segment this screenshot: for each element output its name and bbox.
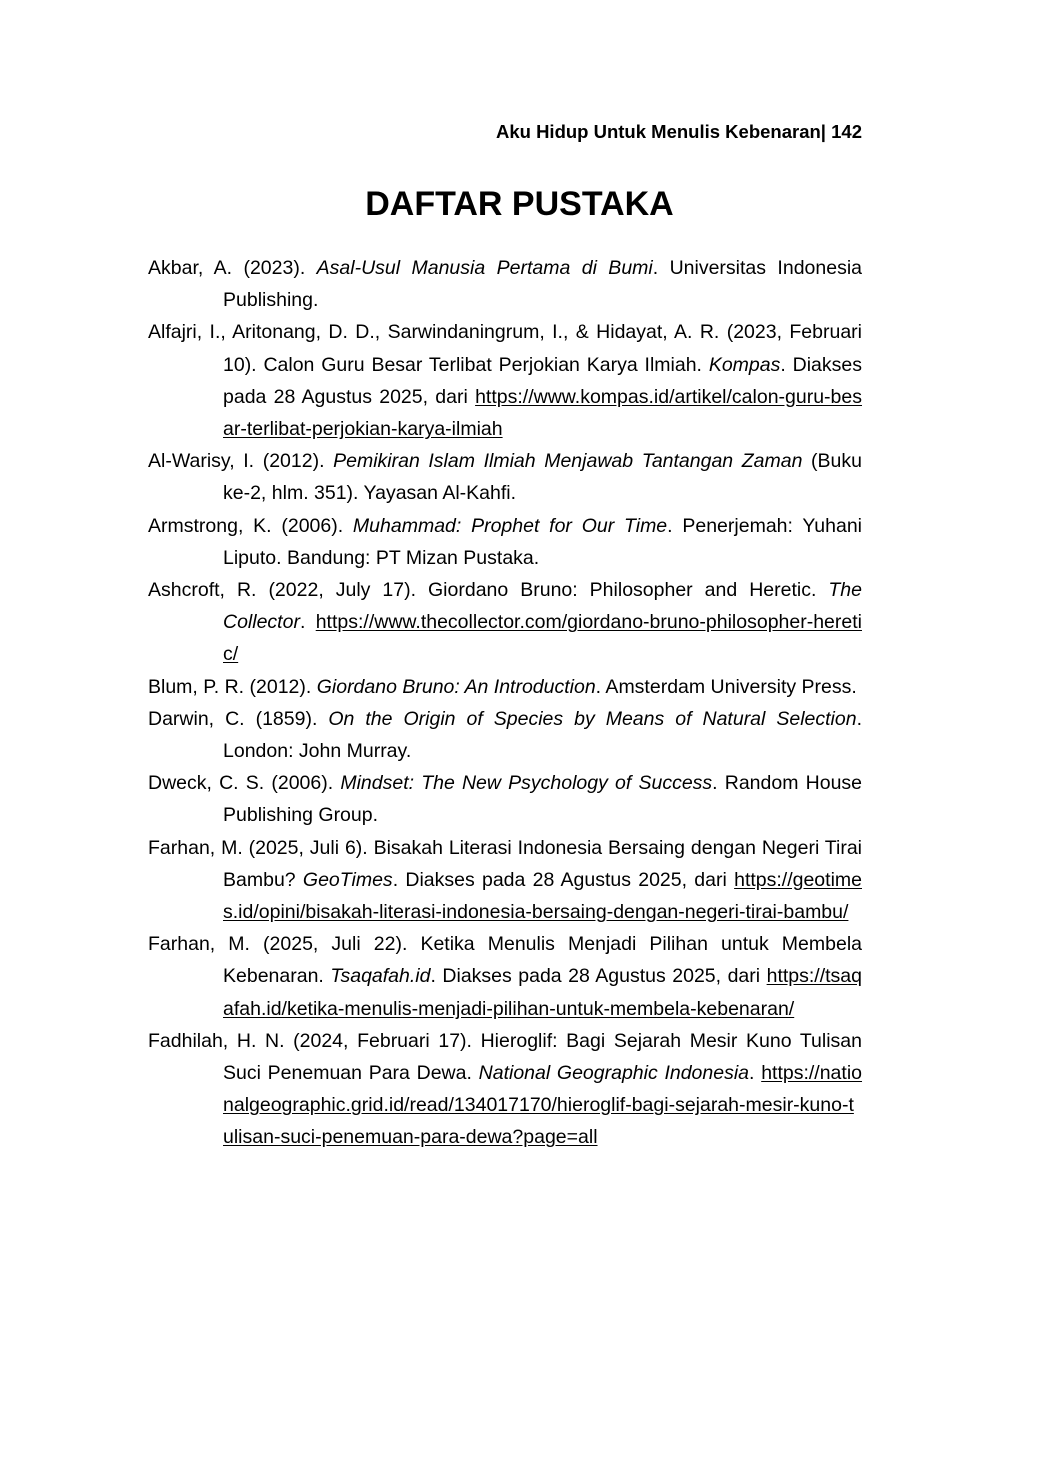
reference-entry <box>148 574 862 671</box>
reference-link[interactable]: https://tsaqafah.id/ketika-menulis-menjadi-pilihan-untuk-membela-kebenaran/ <box>223 965 862 1020</box>
reference-title: The Collector <box>223 579 862 634</box>
reference-tail: . Diakses pada 28 Agustus 2025, dari <box>430 965 767 988</box>
reference-title: Pemikiran Islam Ilmiah Menjawab Tantangan Zaman <box>333 450 803 473</box>
reference-title: National Geographic Indonesia <box>478 1062 750 1085</box>
reference-tail: . Penerjemah: Yuhani Liputo. Bandung: PT Mizan Pustaka. <box>223 514 862 569</box>
running-title: Aku Hidup Untuk Menulis Kebenaran <box>495 121 821 142</box>
reference-link[interactable]: https://geotimes.id/opini/bisakah-literasi-indonesia-bersaing-dengan-negeri-tirai-bambu/ <box>223 868 862 924</box>
running-header <box>148 120 862 144</box>
reference-entry <box>148 928 862 1025</box>
reference-title: Asal-Usul Manusia Pertama di Bumi <box>316 257 653 279</box>
reference-title: Tsaqafah.id <box>330 965 431 988</box>
reference-lead: Farhan, M. (2025, Juli 22). Ketika Menulis Menjadi Pilihan untuk Membela Kebenaran. <box>148 933 862 988</box>
reference-entry <box>148 1025 862 1154</box>
reference-title: On the Origin of Species by Means of Natural Selection <box>328 707 857 730</box>
reference-title: Muhammad: Prophet for Our Time <box>352 514 668 537</box>
reference-tail: (Buku ke-2, hlm. 351). Yayasan Al-Kahfi. <box>223 450 862 505</box>
reference-tail: . London: John Murray. <box>223 707 862 763</box>
reference-lead: Blum, P. R. (2012). <box>148 675 317 698</box>
page-title: DAFTAR PUSTAKA <box>365 185 674 223</box>
reference-entry <box>148 832 862 929</box>
reference-lead: Darwin, C. (1859). <box>148 707 329 730</box>
reference-entry <box>148 510 862 574</box>
reference-tail: . Universitas Indonesia Publishing. <box>223 257 862 312</box>
reference-lead: Dweck, C. S. (2006). <box>148 772 341 795</box>
reference-lead: Akbar, A. (2023). <box>148 257 317 279</box>
reference-list <box>148 252 862 1154</box>
reference-title: GeoTimes <box>302 868 393 891</box>
reference-tail: . Random House Publishing Group. <box>223 772 863 827</box>
reference-lead: Alfajri, I., Aritonang, D. D., Sarwindaningrum, I., & Hidayat, A. R. (2023, Februari 10). Calon Guru Besar Terlibat Perjokian Karya Ilmiah. <box>148 321 862 376</box>
reference-title: Mindset: The New Psychology of Success <box>340 772 713 795</box>
reference-lead: Ashcroft, R. (2022, July 17). Giordano Bruno: Philosopher and Heretic. <box>148 579 829 602</box>
reference-entry <box>148 252 862 316</box>
reference-tail: . <box>749 1062 762 1085</box>
page-number: 142 <box>831 121 862 142</box>
reference-tail: . Diakses pada 28 Agustus 2025, dari <box>223 353 862 408</box>
reference-title: Kompas <box>708 353 781 376</box>
header-separator: | <box>820 121 826 142</box>
reference-lead: Armstrong, K. (2006). <box>148 514 353 537</box>
reference-link[interactable]: https://nationalgeographic.grid.id/read/134017170/hieroglif-bagi-sejarah-mesir-kuno-tulisan-suci-penemuan-para-dewa?page=all <box>223 1062 863 1149</box>
reference-link[interactable]: https://www.thecollector.com/giordano-bruno-philosopher-heretic/ <box>223 611 862 666</box>
reference-entry <box>148 316 862 445</box>
reference-entry <box>148 445 862 509</box>
reference-entry <box>148 767 862 831</box>
reference-title: Giordano Bruno: An Introduction <box>316 675 596 698</box>
reference-lead: Fadhilah, H. N. (2024, Februari 17). Hieroglif: Bagi Sejarah Mesir Kuno Tulisan Suci Penemuan Para Dewa. <box>148 1029 862 1085</box>
reference-entry <box>148 671 862 703</box>
reference-entry <box>148 703 862 767</box>
reference-tail: . <box>299 611 316 634</box>
reference-lead: Al-Warisy, I. (2012). <box>148 450 334 473</box>
reference-tail: . Amsterdam University Press. <box>595 675 857 698</box>
reference-link[interactable]: https://www.kompas.id/artikel/calon-guru-besar-terlibat-perjokian-karya-ilmiah <box>223 385 862 441</box>
reference-lead: Farhan, M. (2025, Juli 6). Bisakah Literasi Indonesia Bersaing dengan Negeri Tirai Bambu? <box>148 836 862 891</box>
reference-tail: . Diakses pada 28 Agustus 2025, dari <box>392 868 735 891</box>
